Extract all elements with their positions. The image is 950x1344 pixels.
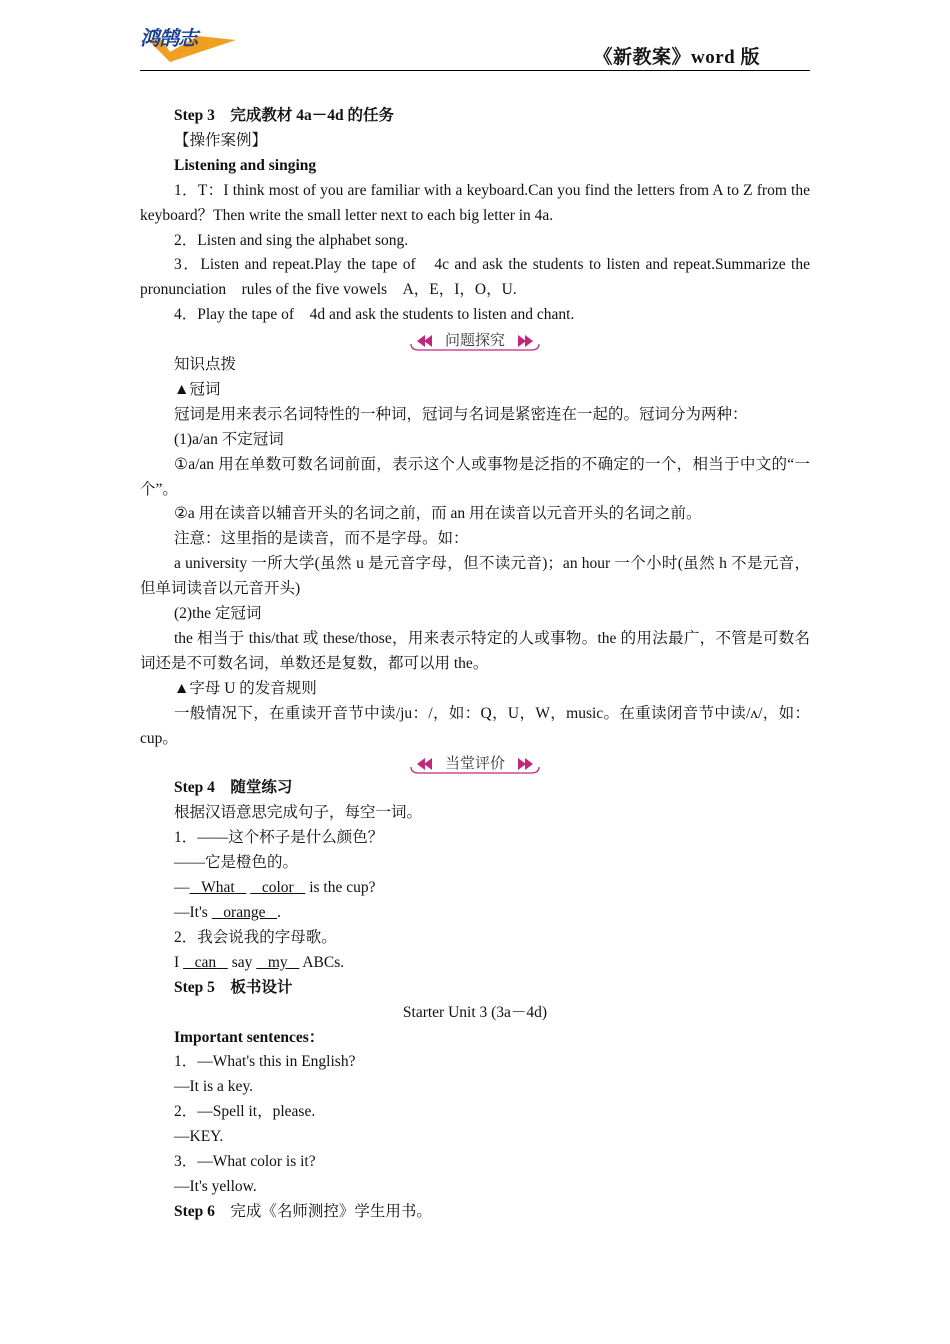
- q1-suffix: is the cup?: [309, 879, 376, 897]
- banner-frame-icon: [405, 753, 545, 775]
- board-line-4: —KEY.: [174, 1128, 224, 1146]
- section-banner-evaluation: [140, 752, 810, 777]
- step3-item-1: 1．T：I think most of you are familiar with a keyboard.Can you find the letters from A to Z from the keyboard？Then write the small letter next to each big letter in 4a.: [140, 181, 810, 224]
- step3-heading: Step 3 完成教材 4a－4d 的任务: [174, 107, 395, 124]
- answer-blank: [212, 904, 277, 921]
- knowledge-line-4: ②a 用在读音以辅音开头的名词之前，而 an 用在读音以元音开头的名词之前。: [174, 505, 702, 523]
- knowledge-line-3: ①a/an 用在单数可数名词前面，表示这个人或事物是泛指的不确定的一个，相当于中文的“一个”。: [140, 455, 810, 498]
- step3-item-3: 3．Listen and repeat.Play the tape of 4c and ask the students to listen and repeat.Summarize the pronunciation rules of the five vowels A，E，I，O，U.: [140, 256, 810, 299]
- answer-orange: orange: [223, 903, 266, 921]
- logo: [140, 18, 240, 66]
- q1-english: [140, 876, 810, 901]
- answer-color: color: [261, 879, 294, 897]
- board-line-5: 3．—What color is it?: [174, 1153, 316, 1171]
- step3-item-4: 4．Play the tape of 4d and ask the students to listen and chant.: [174, 306, 575, 324]
- q2-suffix: ABCs.: [302, 953, 345, 971]
- section-banner-inquiry: [140, 328, 810, 353]
- step3-item-2: 2．Listen and sing the alphabet song.: [174, 231, 409, 249]
- q1b-suffix: .: [277, 903, 281, 921]
- answer-blank: [250, 879, 305, 896]
- board-title: Starter Unit 3 (3a－4d): [402, 1003, 548, 1021]
- q1b-english: [140, 901, 810, 926]
- important-label: Important sentences：: [174, 1028, 325, 1046]
- answer-can: can: [194, 953, 217, 971]
- board-line-3: 2．—Spell it，please.: [174, 1103, 316, 1121]
- q2-mid: say: [231, 953, 253, 971]
- q1b-prefix: —It's: [174, 903, 208, 921]
- banner-text: 问题探究: [444, 330, 506, 349]
- u-rule-title: ▲字母 U 的发音规则: [174, 679, 317, 697]
- logo-text: 鸿鹄志: [140, 26, 197, 50]
- q2-prefix: I: [174, 953, 180, 971]
- step3-subtitle: Listening and singing: [174, 156, 317, 174]
- answer-blank: [190, 879, 247, 896]
- q1-chinese-2: ——它是橙色的。: [174, 854, 299, 872]
- u-rule-line: 一般情况下，在重读开音节中读/ju：/，如：Q，U，W，music。在重读闭音节中读/ʌ/，如：cup。: [140, 704, 810, 747]
- article-title: ▲冠词: [174, 380, 221, 398]
- step4-heading: Step 4 随堂练习: [174, 779, 293, 797]
- answer-blank: [183, 954, 228, 971]
- knowledge-line-2: (1)a/an 不定冠词: [174, 430, 284, 448]
- knowledge-line-7: (2)the 定冠词: [174, 605, 262, 623]
- board-line-1: 1．—What's this in English?: [174, 1053, 356, 1071]
- answer-what: What: [201, 879, 235, 897]
- step6-rest: 完成《名师测控》学生用书。: [214, 1202, 432, 1220]
- banner-text: 当堂评价: [444, 753, 506, 772]
- case-label: 【操作案例】: [174, 131, 268, 149]
- q1-chinese-1: 1．——这个杯子是什么颜色？: [174, 829, 384, 847]
- knowledge-line-8: the 相当于 this/that 或 these/those，用来表示特定的人或事物。the 的用法最广，不管是可数名词还是不可数名词，单数还是复数，都可以用 the。: [140, 630, 810, 672]
- step6-label: Step 6: [174, 1202, 215, 1220]
- knowledge-line-1: 冠词是用来表示名词特性的一种词，冠词与名词是紧密连在一起的。冠词分为两种：: [174, 405, 748, 423]
- board-line-2: —It is a key.: [174, 1078, 254, 1096]
- document-body: [140, 104, 810, 1225]
- step4-instruction: 根据汉语意思完成句子，每空一词。: [174, 804, 423, 822]
- step5-heading: Step 5 板书设计: [174, 978, 293, 996]
- answer-blank: [256, 954, 299, 971]
- knowledge-title: 知识点拨: [174, 356, 237, 374]
- q2-english: [140, 951, 810, 976]
- page-header: [140, 18, 810, 71]
- q2-chinese: 2．我会说我的字母歌。: [174, 928, 337, 946]
- banner-frame-icon: [405, 330, 545, 352]
- board-line-6: —It's yellow.: [174, 1177, 257, 1195]
- knowledge-line-6: a university 一所大学(虽然 u 是元音字母，但不读元音)；an hour 一个小时(虽然 h 不是元音，但单词读音以元音开头): [140, 555, 810, 598]
- step6-heading: [140, 1200, 810, 1225]
- knowledge-line-5: 注意：这里指的是读音，而不是字母。如：: [174, 530, 469, 548]
- answer-my: my: [267, 953, 288, 971]
- q1-prefix: —: [174, 879, 190, 897]
- header-title: 《新教案》word 版: [593, 47, 760, 68]
